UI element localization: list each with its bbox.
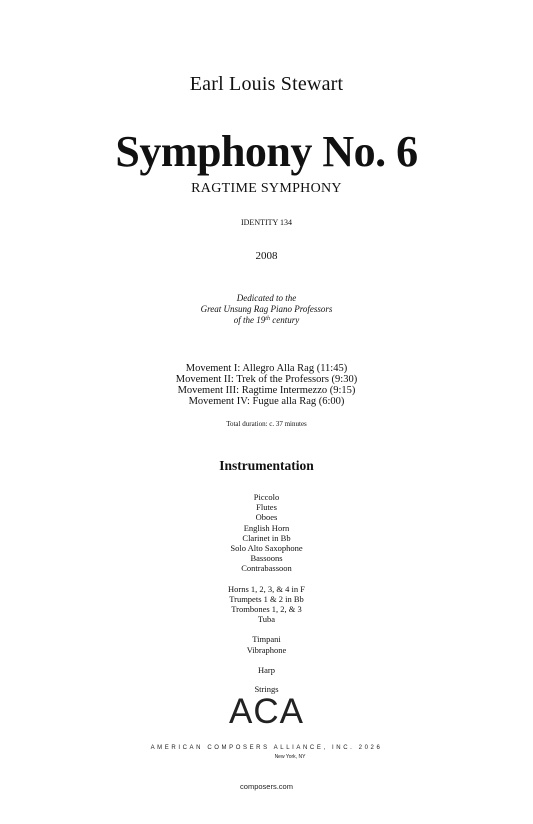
instrument-item: Piccolo [253,492,280,502]
dedication [0,293,533,326]
publisher-city: New York, NY [274,754,306,760]
instrument-item: Strings [254,684,279,695]
aca-logo: ACA [229,692,304,731]
instrument-item: Tuba [257,614,276,625]
movement-item: Movement I: Allegro Alla Rag (11:45) [185,363,348,374]
movement-item: Movement II: Trek of the Professors (9:30) [175,374,358,385]
instrument-item: Bassoons [250,553,283,564]
publisher-website[interactable]: composers.com [240,782,293,791]
work-title: Symphony No. 6 [115,127,418,176]
dedication-line: of the 19th century [233,315,300,325]
instrumentation-heading: Instrumentation [219,458,314,473]
instrument-item: Trumpets 1 & 2 in Bb [229,593,304,604]
composer-name: Earl Louis Stewart [189,73,344,95]
percussion-group [0,634,533,654]
movement-item: Movement III: Ragtime Intermezzo (9:15) [177,385,356,396]
instrument-item: Vibraphone [246,644,287,655]
dedication-line: Great Unsung Rag Piano Professors [200,304,333,314]
instrument-item: Flutes [256,502,277,513]
instrument-item: Timpani [252,634,281,645]
instrument-item: Contrabassoon [241,563,292,574]
movement-list [0,363,533,407]
identity-number: IDENTITY 134 [240,218,293,227]
instrumentation-list [0,492,533,704]
brass-group [0,584,533,625]
instrument-item: Clarinet in Bb [242,532,291,543]
instrument-item: Horns 1, 2, 3, & 4 in F [228,583,305,594]
movement-item: Movement IV: Fugue alla Rag (6:00) [188,396,345,407]
instrument-item: Trombones 1, 2, & 3 [231,604,302,615]
instrument-item: Harp [258,664,275,675]
publisher-name: AMERICAN COMPOSERS ALLIANCE, INC. 2026 [150,745,383,751]
composition-year: 2008 [255,250,278,262]
total-duration: Total duration: c. 37 minutes [226,420,307,428]
instrument-item: English Horn [243,522,290,533]
dedication-line: Dedicated to the [236,293,297,303]
harp-group [0,665,533,675]
woodwind-group [0,492,533,574]
instrument-item: Oboes [255,512,278,523]
instrument-item: Solo Alto Saxophone [230,543,303,554]
work-subtitle: RAGTIME SYMPHONY [191,181,342,196]
